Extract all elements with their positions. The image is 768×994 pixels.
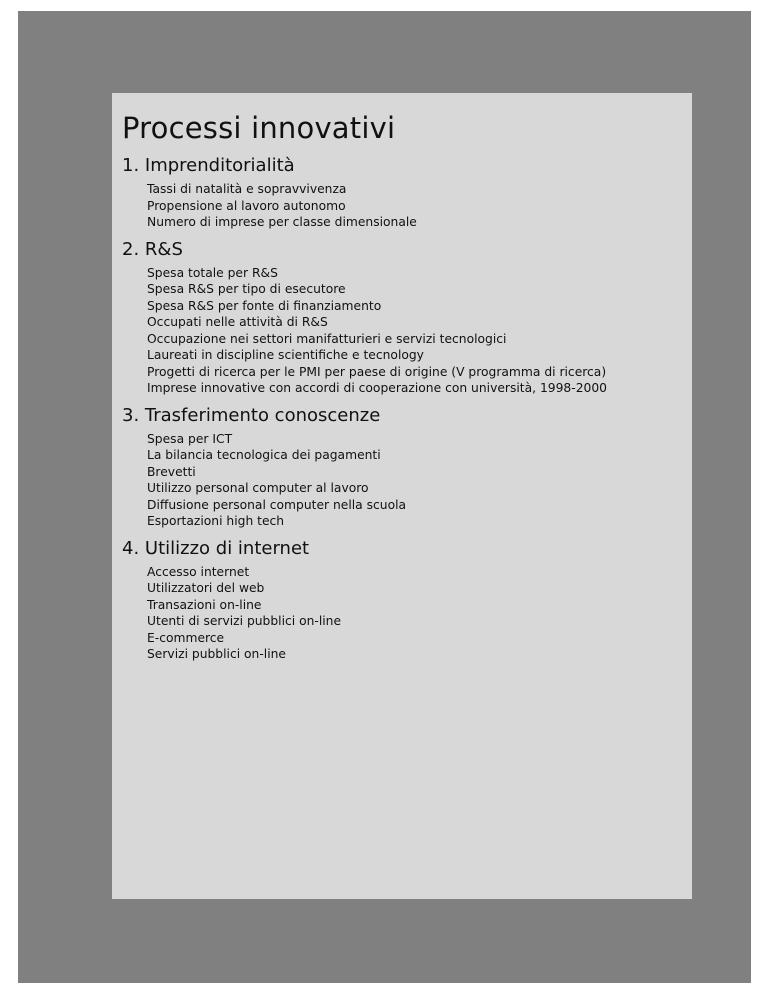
content-panel <box>112 93 692 899</box>
list-item: Occupazione nei settori manifatturieri e servizi tecnologici <box>147 331 507 346</box>
section-imprenditorialita <box>122 155 684 231</box>
list-item: Spesa R&S per tipo di esecutore <box>147 282 346 296</box>
list-item: Tassi di natalità e sopravvivenza <box>147 182 347 196</box>
section-item-list <box>122 265 684 397</box>
document-content <box>122 111 684 671</box>
section-rs <box>122 239 684 397</box>
section-item-list <box>122 564 684 663</box>
section-utilizzo-internet <box>122 538 684 663</box>
list-item: Occupati nelle attività di R&S <box>147 315 328 329</box>
list-item: Transazioni on-line <box>147 597 262 612</box>
list-item: Spesa totale per R&S <box>147 265 278 280</box>
section-item-list <box>122 181 684 231</box>
section-heading: 4. Utilizzo di internet <box>122 537 310 559</box>
list-item: La bilancia tecnologica dei pagamenti <box>147 448 381 462</box>
list-item: E-commerce <box>147 630 225 645</box>
page-title: Processi innovativi <box>122 111 396 145</box>
list-item: Laureati in discipline scientifiche e tecnology <box>147 348 424 362</box>
list-item: Utenti di servizi pubblici on-line <box>147 614 342 628</box>
page-frame <box>18 11 751 983</box>
section-heading: 2. R&S <box>122 238 183 260</box>
list-item: Utilizzatori del web <box>147 581 265 595</box>
section-trasferimento-conoscenze <box>122 405 684 530</box>
list-item: Numero di imprese per classe dimensionale <box>147 215 417 229</box>
list-item: Progetti di ricerca per le PMI per paese di origine (V programma di ricerca) <box>147 364 607 379</box>
list-item: Servizi pubblici on-line <box>147 647 286 661</box>
section-heading: 1. Imprenditorialità <box>122 155 295 176</box>
section-heading: 3. Trasferimento conoscenze <box>122 404 381 426</box>
list-item: Esportazioni high tech <box>147 514 285 528</box>
list-item: Utilizzo personal computer al lavoro <box>147 481 369 495</box>
list-item: Imprese innovative con accordi di cooperazione con università, 1998-2000 <box>147 381 607 395</box>
section-item-list <box>122 431 684 530</box>
list-item: Propensione al lavoro autonomo <box>147 198 346 213</box>
list-item: Brevetti <box>147 464 196 479</box>
list-item: Spesa R&S per fonte di finanziamento <box>147 298 382 313</box>
list-item: Spesa per ICT <box>147 431 233 446</box>
list-item: Diffusione personal computer nella scuola <box>147 497 407 512</box>
list-item: Accesso internet <box>147 564 250 579</box>
